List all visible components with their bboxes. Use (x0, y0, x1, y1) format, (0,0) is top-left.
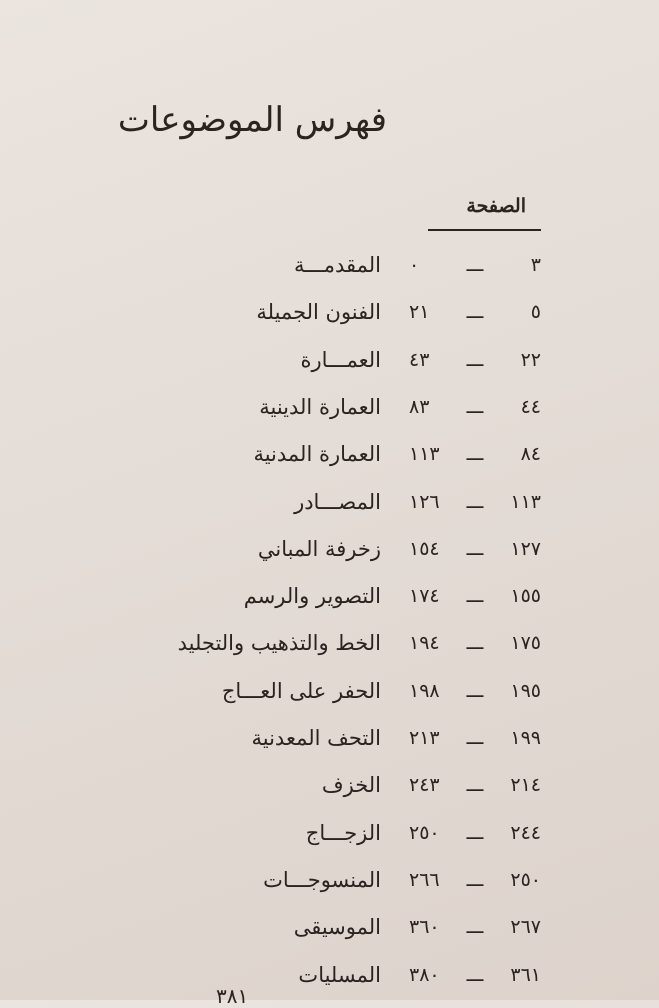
toc-entry-label: الفنون الجميلة (256, 300, 381, 325)
page-range-start: ٢١٤ (510, 774, 541, 797)
toc-entry-label: الخط والتذهيب والتجليد (177, 631, 381, 656)
page-range (409, 668, 541, 714)
page-range-end: ١١٣ (409, 443, 440, 466)
page-range-start: ١٧٥ (510, 632, 541, 655)
page-range-end: ٢٥٠ (409, 821, 440, 844)
toc-entry-label: التحف المعدنية (251, 726, 381, 750)
page-range-end: ١٩٤ (409, 632, 440, 655)
page-range-start: ٢٦٧ (510, 916, 541, 939)
toc-entry-label: الموسيقى (293, 915, 381, 940)
page-number: ٣٨١ (216, 984, 249, 1008)
toc-entry (0, 337, 659, 383)
page-range-end: ٣٨٠ (409, 963, 440, 986)
page-range-end: ٢١٣ (409, 727, 440, 749)
page-range (409, 715, 541, 761)
page-range-end: ١٩٨ (409, 679, 440, 702)
page-range-end: ٢١ (409, 301, 430, 324)
page-range (409, 573, 541, 619)
page-range (409, 810, 541, 856)
toc-entry-label: المسليات (298, 962, 381, 987)
page-range-dash: ـــ (466, 443, 484, 466)
page-range-start: ١٢٧ (510, 537, 541, 560)
column-header-rule (428, 229, 541, 231)
page-range-start: ٥ (530, 301, 541, 324)
page-range-dash: ـــ (466, 348, 484, 371)
page-range-start: ١٩٩ (510, 727, 541, 749)
toc-entry (0, 289, 659, 335)
page-range-dash: ـــ (466, 868, 484, 891)
page-range-start: ٣ (530, 254, 541, 276)
toc-entry (0, 431, 659, 477)
page-range-dash: ـــ (466, 679, 484, 702)
toc-entry-label: العمارة الدينية (259, 394, 381, 419)
page-range-start: ٢٥٠ (510, 868, 541, 891)
page-range-end: ٣٦٠ (409, 916, 440, 939)
toc-entry-label: زخرفة المباني (257, 536, 381, 561)
page-range-dash: ـــ (466, 821, 484, 844)
page-range (409, 904, 541, 950)
page-range (409, 479, 541, 525)
toc-entry-label: الحفر على العـــاج (221, 678, 381, 703)
page-range-dash: ـــ (466, 395, 484, 418)
toc-entry-label: المقدمـــة (294, 253, 381, 277)
toc-entry-label: العمـــارة (300, 347, 381, 372)
page-range (409, 857, 541, 903)
page-range (409, 384, 541, 430)
page-range-end: ٨٣ (409, 395, 430, 418)
toc-entry-label: المنسوجـــات (263, 867, 381, 892)
toc-entry (0, 242, 659, 288)
toc-entry (0, 668, 659, 714)
page-range-start: ٣٦١ (510, 963, 541, 986)
page-range-end: ٢٤٣ (409, 774, 440, 797)
toc-entry (0, 384, 659, 430)
page-range (409, 289, 541, 335)
toc-entry (0, 952, 659, 998)
page-range-start: ٨٤ (520, 443, 541, 466)
toc-entry (0, 904, 659, 950)
toc-entry (0, 762, 659, 808)
page-range-start: ٢٤٤ (510, 821, 541, 844)
page-range-end: ١٧٤ (409, 585, 440, 608)
page-range-start: ٢٢ (520, 348, 541, 371)
page-range-dash: ـــ (466, 774, 484, 797)
page-range-end: ١٢٦ (409, 490, 440, 513)
page-range-dash: ـــ (466, 254, 484, 276)
toc-entry (0, 810, 659, 856)
page-range-end: ٠ (409, 254, 420, 276)
page-range-dash: ـــ (466, 632, 484, 655)
page-range-dash: ـــ (466, 490, 484, 513)
toc-entry (0, 573, 659, 619)
page-range-dash: ـــ (466, 537, 484, 560)
page-range-dash: ـــ (466, 585, 484, 608)
page-range-end: ٤٣ (409, 348, 430, 371)
page-range-dash: ـــ (466, 301, 484, 324)
page-range-end: ١٥٤ (409, 537, 440, 560)
page-range-start: ١٩٥ (510, 679, 541, 702)
toc-entry (0, 526, 659, 572)
page-range-start: ١٥٥ (510, 585, 541, 608)
toc-entry (0, 620, 659, 666)
page-range-end: ٢٦٦ (409, 868, 440, 891)
page-range (409, 762, 541, 808)
toc-entry-label: التصوير والرسم (243, 584, 381, 609)
page-range (409, 337, 541, 383)
page-range-dash: ـــ (466, 963, 484, 986)
page-column-header: الصفحة (466, 195, 526, 217)
toc-entry (0, 715, 659, 761)
page-range (409, 952, 541, 998)
page-range (409, 526, 541, 572)
toc-entry-label: الزجـــاج (305, 820, 381, 845)
page-range (409, 431, 541, 477)
page-range (409, 242, 541, 288)
page-title: فهرس الموضوعات (117, 100, 387, 140)
page-range-dash: ـــ (466, 916, 484, 939)
page-range (409, 620, 541, 666)
toc-entry-label: الخزف (321, 773, 381, 798)
page-range-start: ٤٤ (520, 395, 541, 418)
toc-entry-label: المصـــادر (294, 489, 381, 514)
toc-entry-label: العمارة المدنية (253, 442, 381, 467)
page-range-start: ١١٣ (510, 490, 541, 513)
page-range-dash: ـــ (466, 727, 484, 749)
toc-entry (0, 479, 659, 525)
toc-entry (0, 857, 659, 903)
